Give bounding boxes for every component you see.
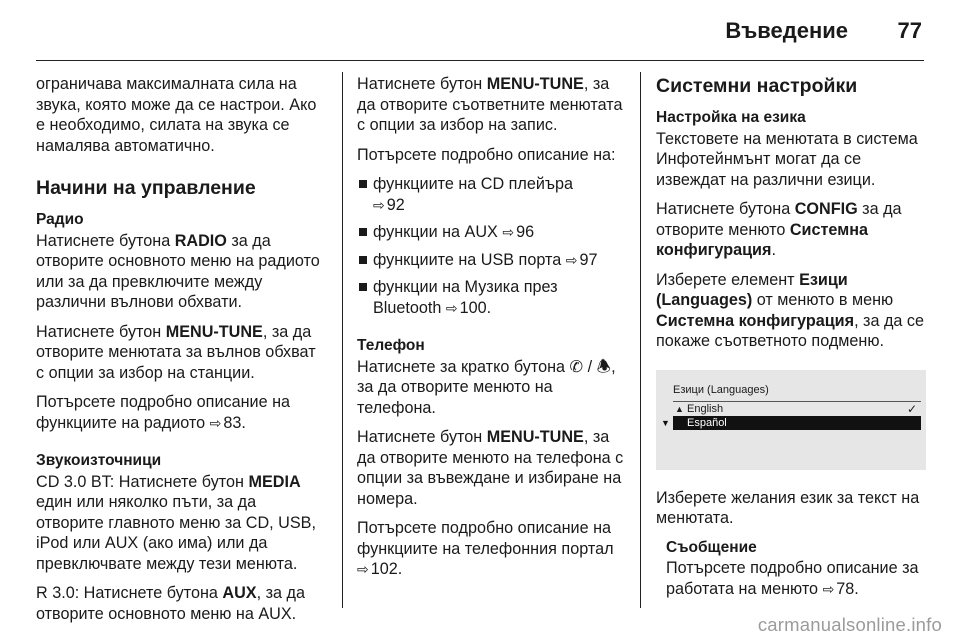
page-ref-link[interactable]: 78. [836,579,859,598]
language-paragraph-2: Натиснете бутона CONFIG за да отворите менюто Системна конфигурация. [656,200,902,259]
list-item: функциите на USB порта ⇨ 97 [357,250,629,271]
screen-menu-item-espanol[interactable]: ▼ Español [673,416,921,430]
page-ref-arrow-icon: ⇨ [565,251,578,268]
column-2 [357,74,629,589]
page-ref-link[interactable]: 100. [459,298,492,317]
screen-menu-title: Езици (Languages) [673,380,921,403]
note-heading: Съобщение [666,538,757,556]
phone-paragraph-1: Натиснете за кратко бутона ✆ / 🕭, за да отворите менюто на телефона. [357,357,616,417]
page-ref-link[interactable]: 102. [370,560,403,578]
feature-list [357,174,629,318]
page-ref-link[interactable]: 92 [386,195,405,214]
page-ref-arrow-icon: ⇨ [445,299,458,316]
header-title: Въведение [725,18,848,43]
column-divider-2 [640,72,641,608]
phone-paragraph-3: Потърсете подробно описание на функциите на телефонния портал ⇨ 102. [357,519,614,578]
note-box [656,538,926,600]
scroll-down-icon: ▼ [661,418,670,428]
page-ref-arrow-icon: ⇨ [373,196,385,213]
screen-menu-item-english[interactable]: ▲ English ✓ [675,402,917,416]
intro-paragraph: ограничава максималната сила на звука, която може да се настрои. Ако е необходимо, силата на звука се намалява автоматично. [36,75,317,155]
radio-paragraph-3: Потърсете подробно описание на функциите на радиото ⇨ 83. [36,393,291,432]
language-paragraph-3: Изберете елемент Езици (Languages) от менюто в меню Системна конфигурация, за да се покаже съответното подменю. [656,270,925,350]
phone-paragraph-2: Натиснете бутон MENU-TUNE, за да отворите менюто на телефона с опции за въвеждане и избиране на номера. [357,428,624,508]
watermark: carmanualsonline.info [757,614,942,635]
phone-icon: ✆ [569,357,584,376]
column-3 [656,74,926,608]
see-details-paragraph: Потърсете подробно описание на: [357,145,616,164]
page-ref-link[interactable]: 97 [579,250,598,269]
header-rule [36,60,924,61]
sources-heading: Звукоизточници [36,452,162,469]
list-item: функциите на CD плейъра ⇨ 92 [357,174,629,215]
section-title-controls: Начини на управление [36,177,256,199]
list-item: функции на Музика през Bluetooth ⇨ 100. [357,277,629,318]
note-text: Потърсете подробно описание за работата на менюто ⇨ 78. [666,559,919,598]
language-paragraph-1: Текстовете на менютата в система Инфотейнмънт могат да се извеждат на различни езици. [656,129,918,189]
radio-heading: Радио [36,211,84,228]
scroll-up-icon: ▲ [675,404,684,414]
phone-mute-icon: 🕭 [596,357,612,376]
page-header [0,0,960,60]
radio-paragraph-2: Натиснете бутон MENU-TUNE, за да отворите менютата за вълнов обхват с опции за избор на станции. [36,322,316,382]
checkmark-icon: ✓ [906,402,917,416]
page-ref-arrow-icon: ⇨ [822,580,835,597]
page-ref-arrow-icon: ⇨ [502,224,515,240]
column-divider-1 [342,72,343,608]
menu-tune-paragraph: Натиснете бутон MENU-TUNE, за да отворите съответните менютата с опции за избор на запис. [357,75,623,134]
language-menu-screenshot [656,370,926,470]
section-title-system: Системни настройки [656,75,858,97]
page-ref-arrow-icon: ⇨ [209,414,222,431]
language-heading: Настройка на езика [656,109,806,126]
page-ref-arrow-icon: ⇨ [357,561,369,577]
page-ref-link[interactable]: 83. [223,413,246,432]
language-paragraph-4: Изберете желания език за текст на менютата. [656,488,920,527]
list-item: функции на AUX ⇨ 96 [357,222,629,243]
radio-paragraph-1: Натиснете бутона RADIO за да отворите основното меню на радиото или за да превключите между различни вълнови обхвати. [36,231,320,311]
page-ref-link[interactable]: 96 [516,223,535,241]
sources-paragraph-1: CD 3.0 BT: Натиснете бутон MEDIA един или няколко пъти, за да отворите главното меню за CD, USB, iPod или AUX (ако има) или да превключвате между тези менюта. [36,472,316,573]
column-1 [36,74,328,633]
sources-paragraph-2: R 3.0: Натиснете бутона AUX, за да отворите основното меню на AUX. [36,584,305,623]
page-number: 77 [897,18,922,43]
phone-heading: Телефон [357,337,425,354]
